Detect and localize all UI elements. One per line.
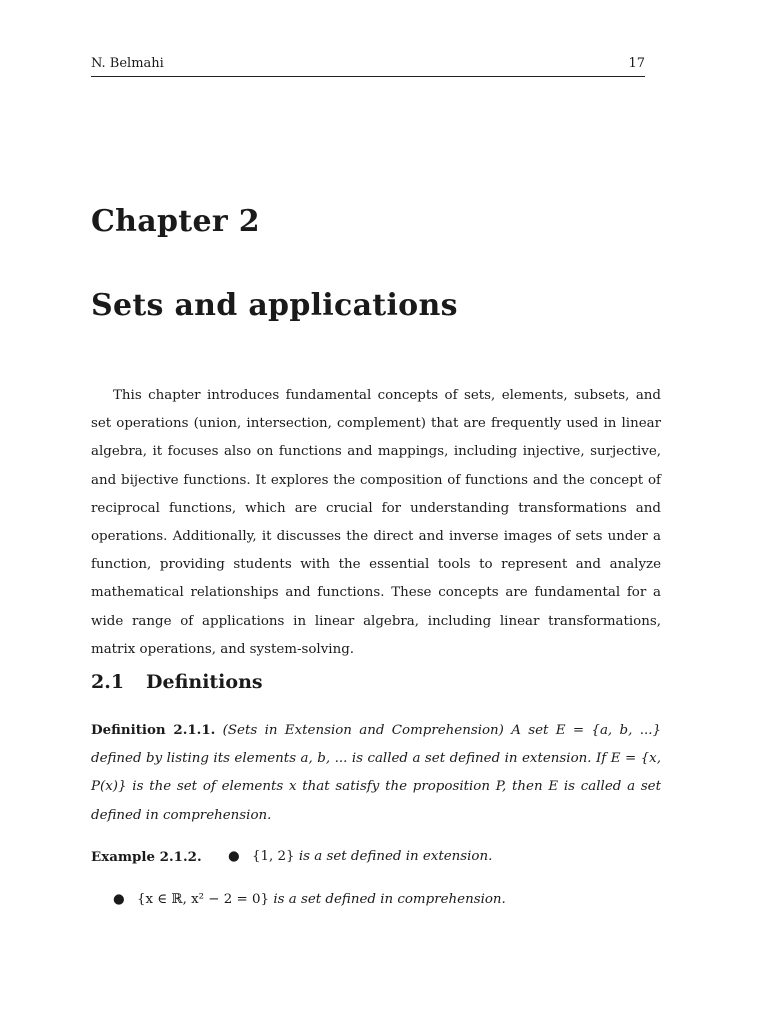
intro-paragraph: This chapter introduces fundamental concepts of sets, elements, subsets, and set operations (union, intersection, complement) that are frequently used in linear algebra, it focuses also on functions and mappings, including injective, surjective, and bijective functions. It explores the composition of functions and the concept of reciprocal functions, which are crucial for understanding transformations and operations. Additionally, it discusses the direct and inverse images of sets under a function, providing students with the essential tools to represent and analyze mathematical relationships and functions. These concepts are fundamental for a wide range of applications in linear algebra, including linear transformations, matrix operations, and system-solving. bbox=[91, 388, 661, 657]
definition-label: Definition 2.1.1. bbox=[91, 722, 216, 738]
example-block bbox=[91, 843, 661, 872]
chapter-title: Sets and applications bbox=[91, 288, 458, 323]
example-text: is a set defined in extension. bbox=[298, 849, 493, 864]
page-number: 17 bbox=[628, 56, 645, 71]
bullet-icon: ● bbox=[113, 892, 125, 907]
section-title: Definitions bbox=[146, 671, 263, 693]
example-label: Example 2.1.2. bbox=[91, 849, 202, 865]
section-heading bbox=[91, 671, 263, 693]
example-text: is a set defined in comprehension. bbox=[273, 892, 506, 907]
example-item bbox=[113, 886, 506, 914]
chapter-label: Chapter 2 bbox=[91, 204, 260, 239]
example-math: {x ∈ ℝ, x² − 2 = 0} bbox=[136, 892, 270, 907]
section-number: 2.1 bbox=[91, 671, 125, 693]
example-item bbox=[228, 843, 492, 871]
header-author: N. Belmahi bbox=[91, 56, 164, 71]
example-math: {1, 2} bbox=[251, 849, 295, 864]
page bbox=[91, 0, 661, 1024]
running-header bbox=[91, 56, 645, 77]
bullet-icon: ● bbox=[228, 849, 240, 864]
definition-block bbox=[91, 716, 661, 830]
definition-text: (Sets in Extension and Comprehension) A set E = {a, b, ...} defined by listing its elements a, b, ... is called a set defined in extension. If E = {x, P(x)} is the set of elements x that satisfy the proposition P, then E is called a set defined in comprehension. bbox=[91, 723, 661, 823]
